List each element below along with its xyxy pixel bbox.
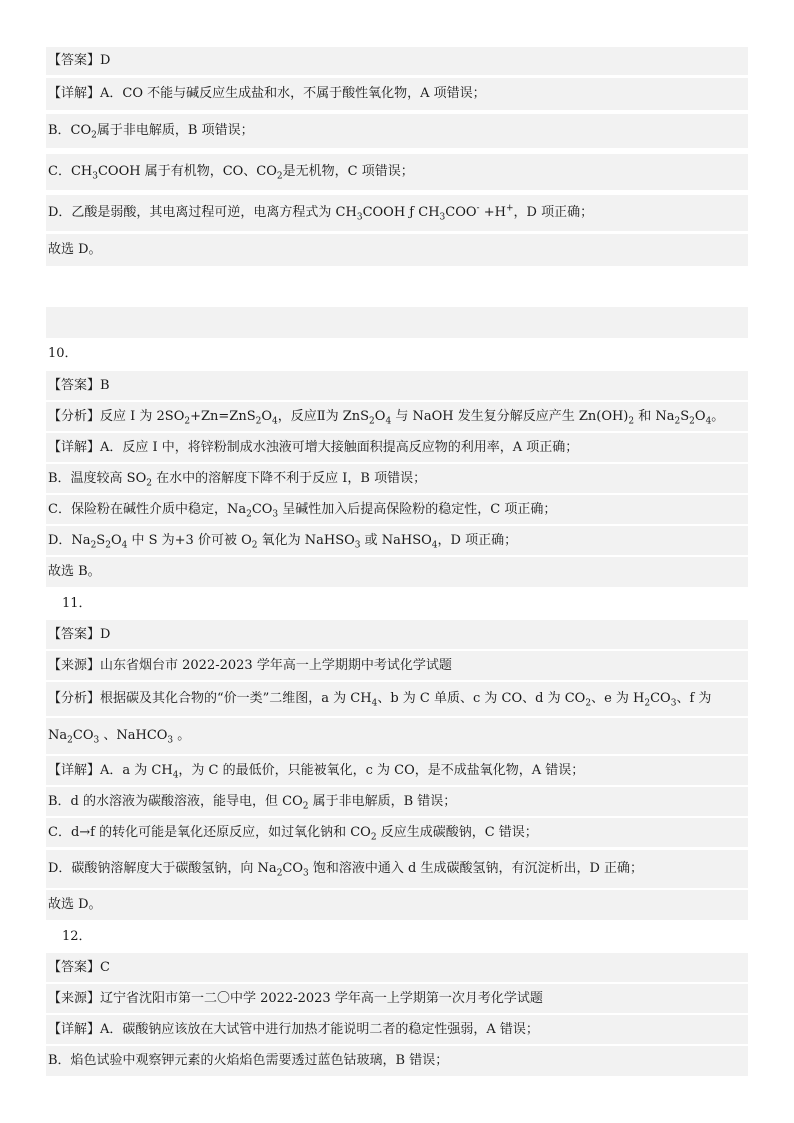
q10-conclusion: 故选 B。 <box>48 564 101 579</box>
q11-source: 【来源】山东省烟台市 2022-2023 学年高一上学期期中考试化学试题 <box>48 657 452 673</box>
q9-option-b-row <box>46 114 748 148</box>
q10-option-c-row <box>46 495 748 524</box>
q11-conclusion-row <box>46 890 748 920</box>
q12-number: 12． <box>62 929 92 944</box>
q11-option-d-row <box>46 850 748 888</box>
q11-option-c: C．d→f 的转化可能是氧化还原反应，如过氧化钠和 $CO_2$ 反应生成碳酸钠，C 错误； <box>48 824 538 843</box>
q10-option-d: D．$Na_2S_2O_4$ 中 S 为+3 价可被 $O_2$ 氧化为 NaHSO$_3$ 或 NaHSO$_4$，D 项正确； <box>48 532 518 551</box>
q11-analysis-row-1 <box>46 682 748 716</box>
q10-analysis-row <box>46 402 748 431</box>
q11-option-d: D．碳酸钠溶解度大于碳酸氢钠，向 $Na_2CO_3$ 饱和溶液中通入 d 生成碳酸氢钠，有沉淀析出，D 正确； <box>48 861 644 879</box>
q12-detail-row <box>46 1015 748 1044</box>
q9-detail-row <box>46 78 748 110</box>
q9-answer: 【答案】D <box>48 53 111 68</box>
q10-conclusion-row <box>46 557 748 587</box>
q11-answer: 【答案】D <box>48 626 111 642</box>
q11-detail-row <box>46 756 748 785</box>
q11-source-row <box>46 651 748 680</box>
q11-option-b: B．d 的水溶液为碳酸溶液，能导电，但 $CO_2$ 属于非电解质，B 错误； <box>48 793 457 812</box>
q9-option-b: B．$CO_2$属于非电解质，B 项错误； <box>48 123 254 141</box>
q12-answer: 【答案】C <box>48 959 110 975</box>
q10-number: 10． <box>48 346 78 361</box>
q10-analysis: 【分析】反应 I 为 $2SO_2+Zn=ZnS_2O_4$，反应Ⅱ为 $ZnS_2O_4$ 与 NaOH 发生复分解反应产生 $Zn(OH)_2$ 和 $Na_2S_2O_4$。 <box>48 408 725 427</box>
q12-source-row <box>46 984 748 1013</box>
q12-option-b-row <box>46 1046 748 1076</box>
q9-detail: 【详解】A．CO 不能与碱反应生成盐和水，不属于酸性氧化物，A 项错误； <box>48 86 486 101</box>
q11-answer-row <box>46 620 748 649</box>
q12-answer-row <box>46 953 748 982</box>
q11-analysis-row-2 <box>46 718 748 754</box>
q12-source: 【来源】辽宁省沈阳市第一二〇中学 2022-2023 学年高一上学期第一次月考化学试题 <box>48 990 543 1006</box>
q10-detail: 【详解】A．反应 I 中，将锌粉制成水浊液可增大接触面积提高反应物的利用率，A 项正确； <box>48 439 579 455</box>
q9-option-c: C．$CH_3COOH$ 属于有机物，CO、$CO_2$是无机物，C 项错误； <box>48 164 414 182</box>
q10-option-b: B．温度较高 $SO_2$ 在水中的溶解度下降不利于反应 I，B 项错误； <box>48 470 427 489</box>
q10-option-c: C．保险粉在碱性介质中稳定，$Na_2CO_3$ 呈碱性加入后提高保险粉的稳定性，C 项正确； <box>48 501 557 520</box>
q11-conclusion: 故选 D。 <box>48 897 102 912</box>
q10-option-d-row <box>46 526 748 555</box>
q11-option-b-row <box>46 787 748 816</box>
q10-answer-row <box>46 371 748 400</box>
q9-conclusion-row <box>46 234 748 266</box>
q10-detail-row <box>46 433 748 462</box>
q12-detail: 【详解】A．碳酸钠应该放在大试管中进行加热才能说明二者的稳定性强弱，A 错误； <box>48 1021 539 1037</box>
q11-analysis-line-2: $Na_2CO_3$ 、NaHCO$_3$ 。 <box>48 728 191 746</box>
q9-option-c-row <box>46 154 748 190</box>
q11-number: 11． <box>62 596 92 611</box>
q10-answer: 【答案】B <box>48 377 110 393</box>
q9-option-d-row <box>46 195 748 231</box>
q11-analysis-line-1: 【分析】根据碳及其化合物的“价一类”二维图，a 为 $CH_4$、b 为 C 单质、c 为 CO、d 为 $CO_2$、e 为 $H_2CO_3$、f 为 <box>48 691 712 709</box>
q9-answer-row <box>46 47 748 75</box>
q11-detail: 【详解】A．a 为 $CH_4$，为 C 的最低价，只能被氧化，c 为 CO，是不成盐氧化物，A 错误； <box>48 762 585 781</box>
empty-block <box>46 307 748 338</box>
q9-option-d: D．乙酸是弱酸，其电离过程可逆，电离方程式为 $CH_3COOH$ ƒ $CH_3COO^- +H^+$，D 项正确； <box>48 203 594 223</box>
q9-conclusion: 故选 D。 <box>48 242 102 257</box>
q11-option-c-row <box>46 818 748 847</box>
q10-option-b-row <box>46 464 748 493</box>
q12-option-b: B．焰色试验中观察钾元素的火焰焰色需要透过蓝色钴玻璃，B 错误； <box>48 1053 449 1068</box>
